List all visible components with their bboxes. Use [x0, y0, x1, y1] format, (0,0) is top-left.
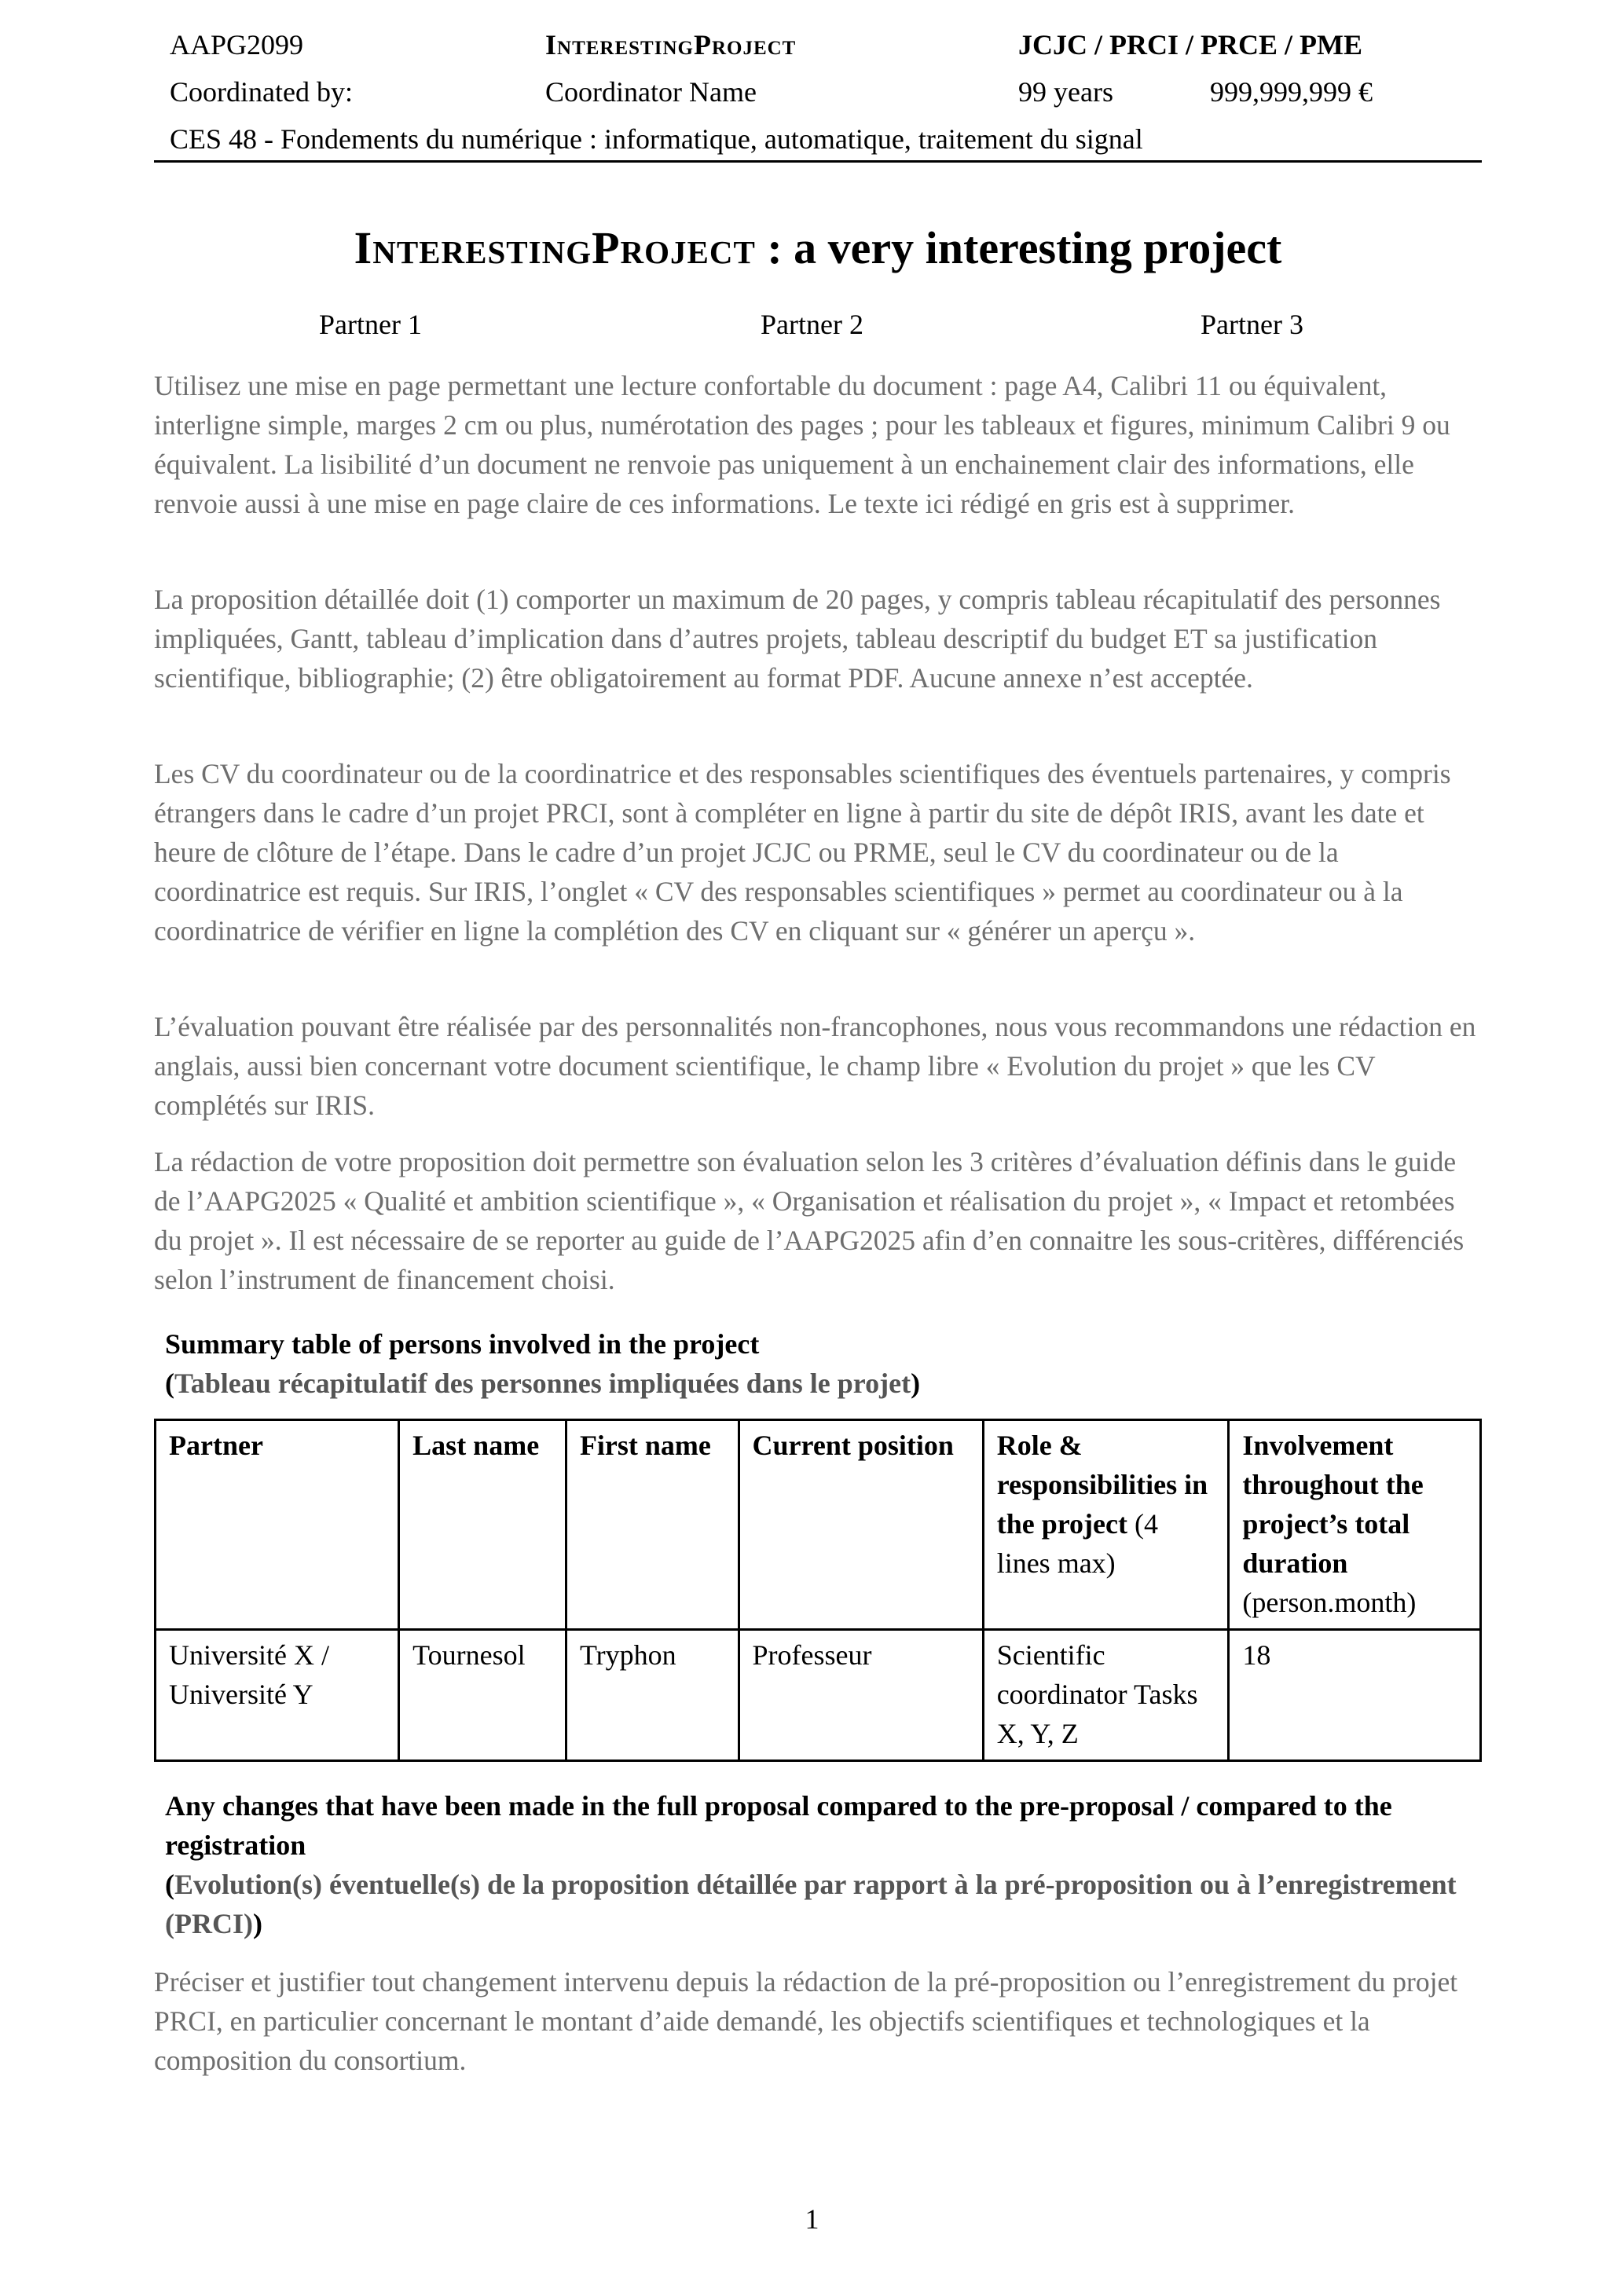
cell-role: Scientific coordinator Tasks X, Y, Z [983, 1630, 1229, 1761]
paren-open: ( [165, 1869, 174, 1900]
header-row-2 [154, 72, 1482, 112]
cell-partner: Université X / Université Y [156, 1630, 399, 1761]
header-last-name: Last name [399, 1420, 566, 1630]
header-involvement [1229, 1420, 1481, 1630]
instruction-paragraph-3: Les CV du coordinateur ou de la coordinatrice et des responsables scientifiques des éventuels partenaires, y compris étrangers dans le cadre d’un projet PRCI, sont à compléter en ligne à partir du site de dépôt IRIS, avant les date et heure de clôture de l’étape. Dans le cadre d’un projet JCJC ou PRME, seul le CV du coordinateur ou de la coordinatrice est requis. Sur IRIS, l’onglet « CV des responsables scientifiques » permet au coordinateur ou à la coordinatrice de vérifier en ligne la complétion des CV en cliquant sur « générer un aperçu ». [154, 758, 1451, 947]
instruction-paragraph-5: La rédaction de votre proposition doit permettre son évaluation selon les 3 critères d’évaluation définis dans le guide de l’AAPG2025 « Qualité et ambition scientifique », « Organisation et réalisation du projet », « Impact et retombées du projet ». Il est nécessaire de se reporter au guide de l’AAPG2025 afin d’en connaitre les sous-critères, différenciés selon l’instrument de financement choisi. [154, 1146, 1465, 1295]
coordinator-name: Coordinator Name [545, 76, 757, 108]
changes-heading-en: Any changes that have been made in the full proposal compared to the pre-proposal / compared to the registration [165, 1790, 1392, 1861]
summary-table-heading [165, 1324, 1485, 1403]
page-number: 1 [805, 2203, 819, 2235]
header-role [983, 1420, 1229, 1630]
instruction-paragraph-4: L’évaluation pouvant être réalisée par des personnalités non-francophones, nous vous recommandons une rédaction en anglais, aussi bien concernant votre document scientifique, le champ libre « Evolution du projet » que les CV complétés sur IRIS. [154, 1011, 1476, 1121]
ces-label: CES 48 - Fondements du numérique : informatique, automatique, traitement du signal [170, 123, 1143, 155]
header-involvement-note: (person.month) [1242, 1587, 1417, 1618]
cell-first-name: Tryphon [566, 1630, 739, 1761]
table-header-row [156, 1420, 1481, 1630]
header-first-name: First name [566, 1420, 739, 1630]
cell-involvement: 18 [1229, 1630, 1481, 1761]
project-acronym: InterestingProject [545, 29, 797, 60]
paren-open: ( [165, 1368, 174, 1399]
title-acronym: InterestingProject [354, 222, 756, 273]
header-divider [154, 160, 1482, 163]
header-row-1 [154, 25, 1482, 64]
project-duration: 99 years [1018, 76, 1113, 108]
summary-heading-en: Summary table of persons involved in the project [165, 1328, 760, 1360]
instruction-paragraph-1: Utilisez une mise en page permettant une lecture confortable du document : page A4, Calibri 11 ou équivalent, interligne simple, marges 2 cm ou plus, numérotation des pages ; pour les tableaux et figures, minimum Calibri 9 ou équivalent. La lisibilité d’un document ne renvoie pas uniquement à un enchainement clair des informations, elle renvoie aussi à une mise en page claire de ces informations. Le texte ici rédigé en gris est à supprimer. [154, 370, 1450, 519]
partner-1: Partner 1 [319, 309, 422, 340]
title-rest: : a very interesting project [755, 222, 1282, 273]
partners-row [154, 308, 1482, 352]
table-row [156, 1630, 1481, 1761]
header-role-note: (4 lines max) [996, 1508, 1158, 1579]
summary-table [154, 1419, 1482, 1762]
summary-heading-fr-text: Tableau récapitulatif des personnes impliquées dans le projet [174, 1368, 911, 1399]
changes-heading-fr [165, 1865, 1485, 1943]
project-budget: 999,999,999 € [1210, 76, 1373, 108]
instruments: JCJC / PRCI / PRCE / PME [1018, 29, 1362, 60]
paren-close: ) [911, 1368, 921, 1399]
project-reference: AAPG2099 [170, 29, 304, 60]
changes-heading [165, 1786, 1485, 1943]
cell-position: Professeur [739, 1630, 983, 1761]
header-current-position: Current position [739, 1420, 983, 1630]
changes-instructions: Préciser et justifier tout changement intervenu depuis la rédaction de la pré-proposition ou l’enregistrement du projet PRCI, en particulier concernant le montant d’aide demandé, les objectifs scientifiques et technologiques et la composition du consortium. [154, 1966, 1458, 2076]
changes-heading-fr-text: Evolution(s) éventuelle(s) de la proposition détaillée par rapport à la pré-proposition ou à l’enregistrement (PRCI) [165, 1869, 1457, 1939]
cell-last-name: Tournesol [399, 1630, 566, 1761]
partner-2: Partner 2 [761, 309, 863, 340]
header-role-bold: Role & responsibilities in the project [996, 1430, 1208, 1540]
paren-close: ) [252, 1908, 262, 1939]
coordinated-by-label: Coordinated by: [170, 76, 353, 108]
page-title [154, 217, 1482, 280]
header-involvement-bold: Involvement throughout the project’s total duration [1242, 1430, 1424, 1579]
partner-3: Partner 3 [1201, 309, 1303, 340]
summary-heading-fr [165, 1364, 1485, 1403]
instruction-paragraph-2: La proposition détaillée doit (1) comporter un maximum de 20 pages, y compris tableau récapitulatif des personnes impliquées, Gantt, tableau d’implication dans d’autres projets, tableau descriptif du budget ET sa justification scientifique, bibliographie; (2) être obligatoirement au format PDF. Aucune annexe n’est acceptée. [154, 584, 1441, 694]
header-row-3 [154, 119, 1482, 159]
header-partner: Partner [156, 1420, 399, 1630]
